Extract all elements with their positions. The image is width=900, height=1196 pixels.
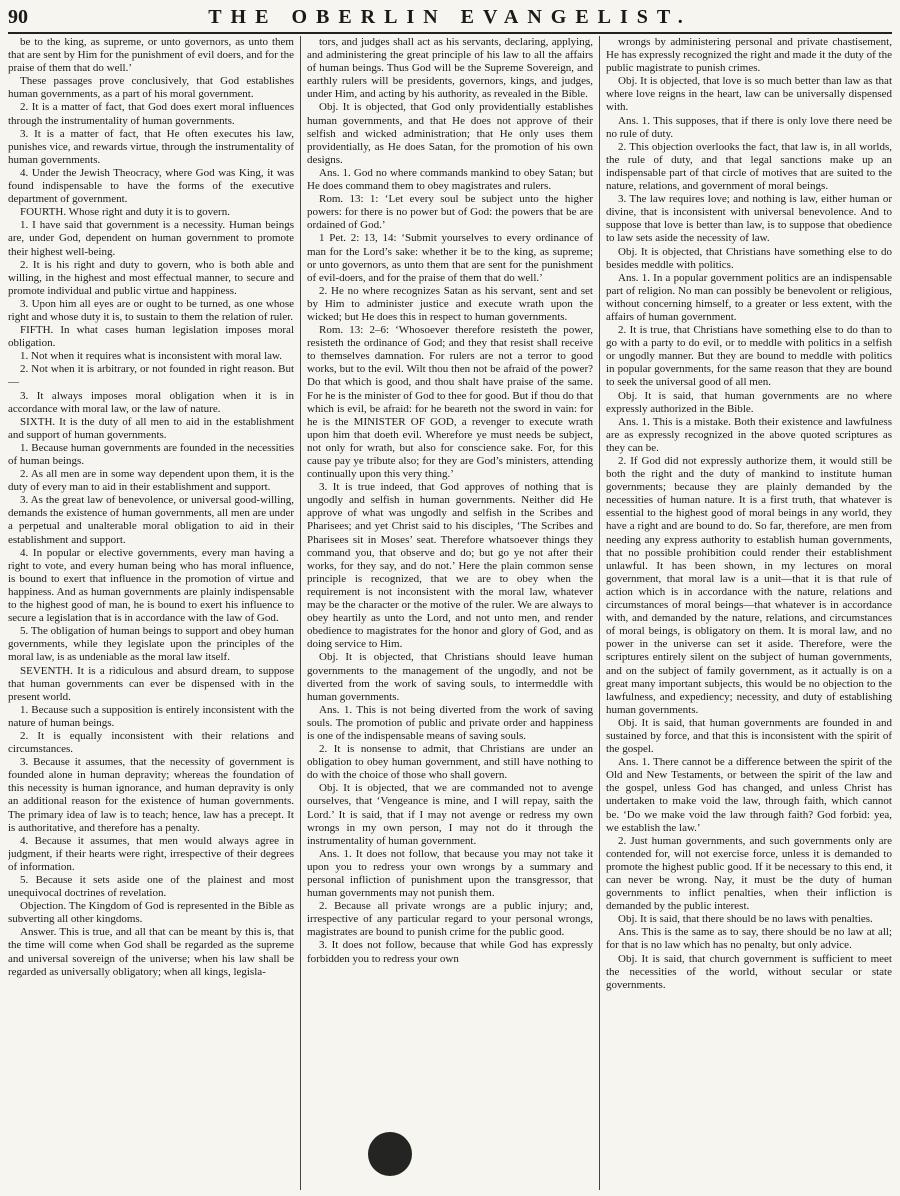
ink-blot <box>368 1132 412 1176</box>
paragraph: These passages prove conclusively, that God establishes human governments, as a part of his moral government. <box>8 75 294 101</box>
paragraph: Obj. It is said, that church government is sufficient to meet the necessities of the world, without secular or state governments. <box>606 952 892 991</box>
paragraph: Obj. It is objected, that Christians should leave human governments to the management of the ungodly, and not be diverted from the work of saving souls, to intermeddle with human governments. <box>307 651 593 703</box>
paragraph: Obj. It is objected, that love is so much better than law as that where love reigns in the heart, law can be universally dispensed with. <box>606 75 892 114</box>
paragraph: 2. It is nonsense to admit, that Christians are under an obligation to obey human government, and still have nothing to do with the choice of those who shall govern. <box>307 743 593 782</box>
paragraph: 1 Pet. 2: 13, 14: ‘Submit yourselves to every ordinance of man for the Lord’s sake: whether it be to the king, as supreme; or unto governors, as unto them that are sent for the punishment of evil-doers, and for the praise of them that do well.’ <box>307 232 593 284</box>
paragraph: 2. It is his right and duty to govern, who is both able and willing, in the highest and most effectual manner, to secure and promote individual and public virtue and happiness. <box>8 258 294 297</box>
column-middle <box>300 36 599 1190</box>
paragraph: 3. Upon him all eyes are or ought to be turned, as one whose right and whose duty it is, to sustain to them the relation of ruler. <box>8 297 294 323</box>
paragraph: Ans. This is the same as to say, there should be no law at all; for that is no law which has no penalty, but only advice. <box>606 926 892 952</box>
paragraph: 3. As the great law of benevolence, or universal good-willing, demands the existence of human governments, all men are under a perpetual and unalterable moral obligation to aid in their establishment and support. <box>8 494 294 546</box>
column-left <box>8 36 300 1190</box>
article-columns <box>8 36 892 1190</box>
paragraph: SIXTH. It is the duty of all men to aid in the establishment and support of human governments. <box>8 415 294 441</box>
paragraph: Obj. It is objected, that Christians have something else to do besides meddle with politics. <box>606 245 892 271</box>
paragraph: Obj. It is said, that human governments are founded in and sustained by force, and that this is inconsistent with the spirit of the gospel. <box>606 716 892 756</box>
paragraph: 2. Just human governments, and such governments only are contended for, will not exercise force, unless it is demanded to promote the highest public good. If it be necessary to this end, it can never be wrong. Nay, it must be the duty of human governments to inflict penalties, when their infliction is demanded by the public interest. <box>606 834 892 913</box>
paragraph: Answer. This is true, and all that can be meant by this is, that the time will come when God shall be regarded as the supreme and universal sovereign of the universe; when his law shall be regarded as universally obligatory; when all kings, legisla- <box>8 926 294 978</box>
paragraph: 1. Because such a supposition is entirely inconsistent with the nature of human beings. <box>8 703 294 729</box>
paragraph: Ans. 1. It does not follow, that because you may not take it upon you to redress your own wrongs by a summary and personal infliction of punishment upon the transgressor, that human governments may not punish them. <box>307 847 593 900</box>
paragraph: 4. Under the Jewish Theocracy, where God was King, it was found indispensable to have the forms of the executive department of government. <box>8 166 294 206</box>
paragraph: Ans. 1. There cannot be a difference between the spirit of the Old and New Testaments, or between the spirit of the law and the gospel, unless God has changed, and unless Christ has undertaken to make void the law, through faith, which cannot be. ‘Do we make void the law through faith? God forbid: yea, we establish the law.’ <box>606 756 892 834</box>
paragraph: 4. Because it assumes, that men would always agree in judgment, if their hearts were right, irrespective of their degrees of information. <box>8 834 294 873</box>
paragraph: 3. It always imposes moral obligation when it is in accordance with moral law, or the law of nature. <box>8 389 294 415</box>
paragraph: 2. It is a matter of fact, that God does exert moral influences through the instrumentality of human governments. <box>8 101 294 127</box>
paragraph: 2. He no where recognizes Satan as his servant, sent and set by Him to administer justice and execute wrath upon the wicked; but He does this in respect to human governments. <box>307 284 593 323</box>
paragraph: 2. It is equally inconsistent with their relations and circumstances. <box>8 729 294 756</box>
paragraph: 3. It is true indeed, that God approves of nothing that is ungodly and selfish in human governments. Neither did He approve of what was ungodly and selfish in the Scribes and Pharisees; and yet Christ said to his disciples, ‘The Scribes and Pharisees sit in Moses’ seat. Therefore whatsoever things they command you, that observe and do; but go ye not after their works, for they say, and do not.’ Here the plain common sense principle is recognized, that we are to obey when the requirement is not inconsistent with the moral law, whatever may be the character or the motive of the ruler. We are always to obey heartily as unto the Lord, and not unto men, and render obedience to magistrates for the honor and glory of God, and as doing service to Him. <box>307 481 593 651</box>
paragraph: 2. As all men are in some way dependent upon them, it is the duty of every man to aid in their establishment and support. <box>8 468 294 494</box>
paragraph: 3. It is a matter of fact, that He often executes his law, punishes vice, and rewards virtue, through the instrumentality of human governments. <box>8 127 294 166</box>
paragraph: 1. I have said that government is a necessity. Human beings are, under God, dependent on human government to promote their highest well-being. <box>8 219 294 258</box>
masthead-title: THE OBERLIN EVANGELIST. <box>208 6 692 28</box>
paragraph: 2. If God did not expressly authorize them, it would still be both the right and the duty of mankind to institute human governments; because they are plainly demanded by the necessities of human nature. It is a first truth, that whatever is essential to the highest good of moral beings in any world, they have a right and are bound to do. So far, therefore, are men from needing any express authority to establish human governments, that no possible prohibition could render their establishment unlawful. It has been shown, in my lectures on moral government, that moral law is a unit—that it is that rule of action which is in accordance with the nature, relations and circumstances of moral beings—that whatever is in accordance with, and demanded by the nature, relations, and circumstances of moral beings, is obligatory on them. It is moral law, and no power in the universe can set it aside. Therefore, were the scriptures entirely silent on the subject of human governments, and on the subject of family government, as it actually is on a great many important subjects, this would be no objection to the lawfulness, and expediency; necessity, and duty of establishing human governments. <box>606 455 892 716</box>
paragraph: 1. Because human governments are founded in the necessities of human beings. <box>8 441 294 467</box>
paragraph: Obj. It is objected, that we are commanded not to avenge ourselves, that ‘Vengeance is mine, and I will repay, saith the Lord.’ It is said, that if I may not avenge or redress my own wrongs in my own person, I may not do it through the instrumentality of human government. <box>307 782 593 847</box>
paragraph: Ans. 1. God no where commands mankind to obey Satan; but He does command them to obey magistrates and rulers. <box>307 166 593 193</box>
paragraph: 2. Because all private wrongs are a public injury; and, irrespective of any particular regard to your personal wrongs, magistrates are bound to punish crime for the public good. <box>307 900 593 939</box>
paragraph: Obj. It is said, that human governments are no where expressly authorized in the Bible. <box>606 389 892 415</box>
page-header <box>8 4 892 34</box>
paragraph: 5. The obligation of human beings to support and obey human governments, while they legislate upon the principles of the moral law, is as undeniable as the moral law itself. <box>8 625 294 664</box>
paragraph: 4. In popular or elective governments, every man having a right to vote, and every human being who has moral influence, is bound to exert that influence in the promotion of virtue and happiness. And as human governments are plainly indispensable to the highest good of man, he is bound to exert his influence to secure a legislation that is in accordance with the law of God. <box>8 546 294 625</box>
paragraph: SEVENTH. It is a ridiculous and absurd dream, to suppose that human governments can ever be dispensed with in the present world. <box>8 664 294 703</box>
paragraph: Objection. The Kingdom of God is represented in the Bible as subverting all other kingdoms. <box>8 900 294 926</box>
paragraph: 1. Not when it requires what is inconsistent with moral law. <box>20 350 283 363</box>
paragraph: 3. Because it assumes, that the necessity of government is founded alone in human depravity; whereas the foundation of this necessity is human ignorance, and human depravity is only an additional reason for the existence of human governments. The primary idea of law is to teach; hence, law has a precept. It is authoritative, and therefore has a penalty. <box>8 756 294 834</box>
paragraph: FOURTH. Whose right and duty it is to govern. <box>20 206 230 219</box>
paragraph: 3. It does not follow, because that while God has expressly forbidden you to redress your own <box>307 939 593 965</box>
paragraph: Rom. 13: 2–6: ‘Whosoever therefore resisteth the power, resisteth the ordinance of God; and they that resist shall receive to themselves damnation. For rulers are not a terror to good works, but to the evil. Wilt thou then not be afraid of the power? Do that which is good, and thou shalt have praise of the same. For he is the minister of God to thee for good. But if thou do that which is evil, be afraid: for he beareth not the sword in vain: for he is the MINISTER OF GOD, a revenger to execute wrath upon him that doeth evil. Wherefore ye must needs be subject, not only for wrath, but also for conscience sake. For, for this cause pay ye tribute also; for they are God’s ministers, attending continually upon this very thing.’ <box>307 324 593 481</box>
paragraph: tors, and judges shall act as his servants, declaring, applying, and administering the great principle of his law to all the affairs of human beings. Thus God will be the Supreme Sovereign, and earthly rulers will be presidents, governors, kings, and judges, under Him, and acting by his authority, as revealed in the Bible. <box>307 36 593 101</box>
paragraph: 2. Not when it is arbitrary, or not founded in right reason. But— <box>8 363 294 389</box>
column-right <box>599 36 892 1190</box>
paragraph: be to the king, as supreme, or unto governors, as unto them that are sent by Him for the punishment of evil doers, and for the praise of them that do well.’ <box>8 36 294 75</box>
paragraph: wrongs by administering personal and private chastisement, He has expressly recognized the right and made it the duty of the public magistrate to punish crimes. <box>606 36 892 75</box>
paragraph: Ans. 1. This supposes, that if there is only love there need be no rule of duty. <box>606 114 892 140</box>
paragraph: Obj. It is objected, that God only providentially establishes human governments, and that He does not approve of their selfish and wicked administration; that He only uses them providentially, as He does Satan, for the promotion of his own designs. <box>307 101 593 166</box>
paragraph: Obj. It is said, that there should be no laws with penalties. <box>618 913 873 926</box>
paragraph: 5. Because it sets aside one of the plainest and most unequivocal doctrines of revelation. <box>8 874 294 900</box>
page-number: 90 <box>8 6 28 28</box>
paragraph: Ans. 1. This is not being diverted from the work of saving souls. The promotion of public and private order and happiness is one of the indispensable means of saving souls. <box>307 703 593 742</box>
paragraph: 2. It is true, that Christians have something else to do than to go with a party to do evil, or to meddle with politics in a selfish or ungodly manner. But they are bound to meddle with politics in popular governments, for the same reason that they are bound to seek the universal good of all men. <box>606 324 892 389</box>
paragraph: Ans. 1. This is a mistake. Both their existence and lawfulness are as expressly recognized in the above quoted scriptures as they can be. <box>606 415 892 454</box>
paragraph: 2. This objection overlooks the fact, that law is, in all worlds, the rule of duty, and that legal sanctions make up an indispensable part of that circle of motives that are suited to the nature, relations, and government of moral beings. <box>606 140 892 193</box>
paragraph: Ans. 1. In a popular government politics are an indispensable part of religion. No man can possibly be benevolent or religious, without concerning himself, to a greater or less extent, with the affairs of human government. <box>606 271 892 323</box>
paragraph: 3. The law requires love; and nothing is law, either human or divine, that is inconsistent with universal benevolence. And to suppose that love is better than law, is to suppose that obedience to law sets aside the necessity of law. <box>606 193 892 245</box>
paragraph: FIFTH. In what cases human legislation imposes moral obligation. <box>8 324 294 350</box>
paragraph: Rom. 13: 1: ‘Let every soul be subject unto the higher powers: for there is no power but of God: the powers that be are ordained of God.’ <box>307 193 593 232</box>
